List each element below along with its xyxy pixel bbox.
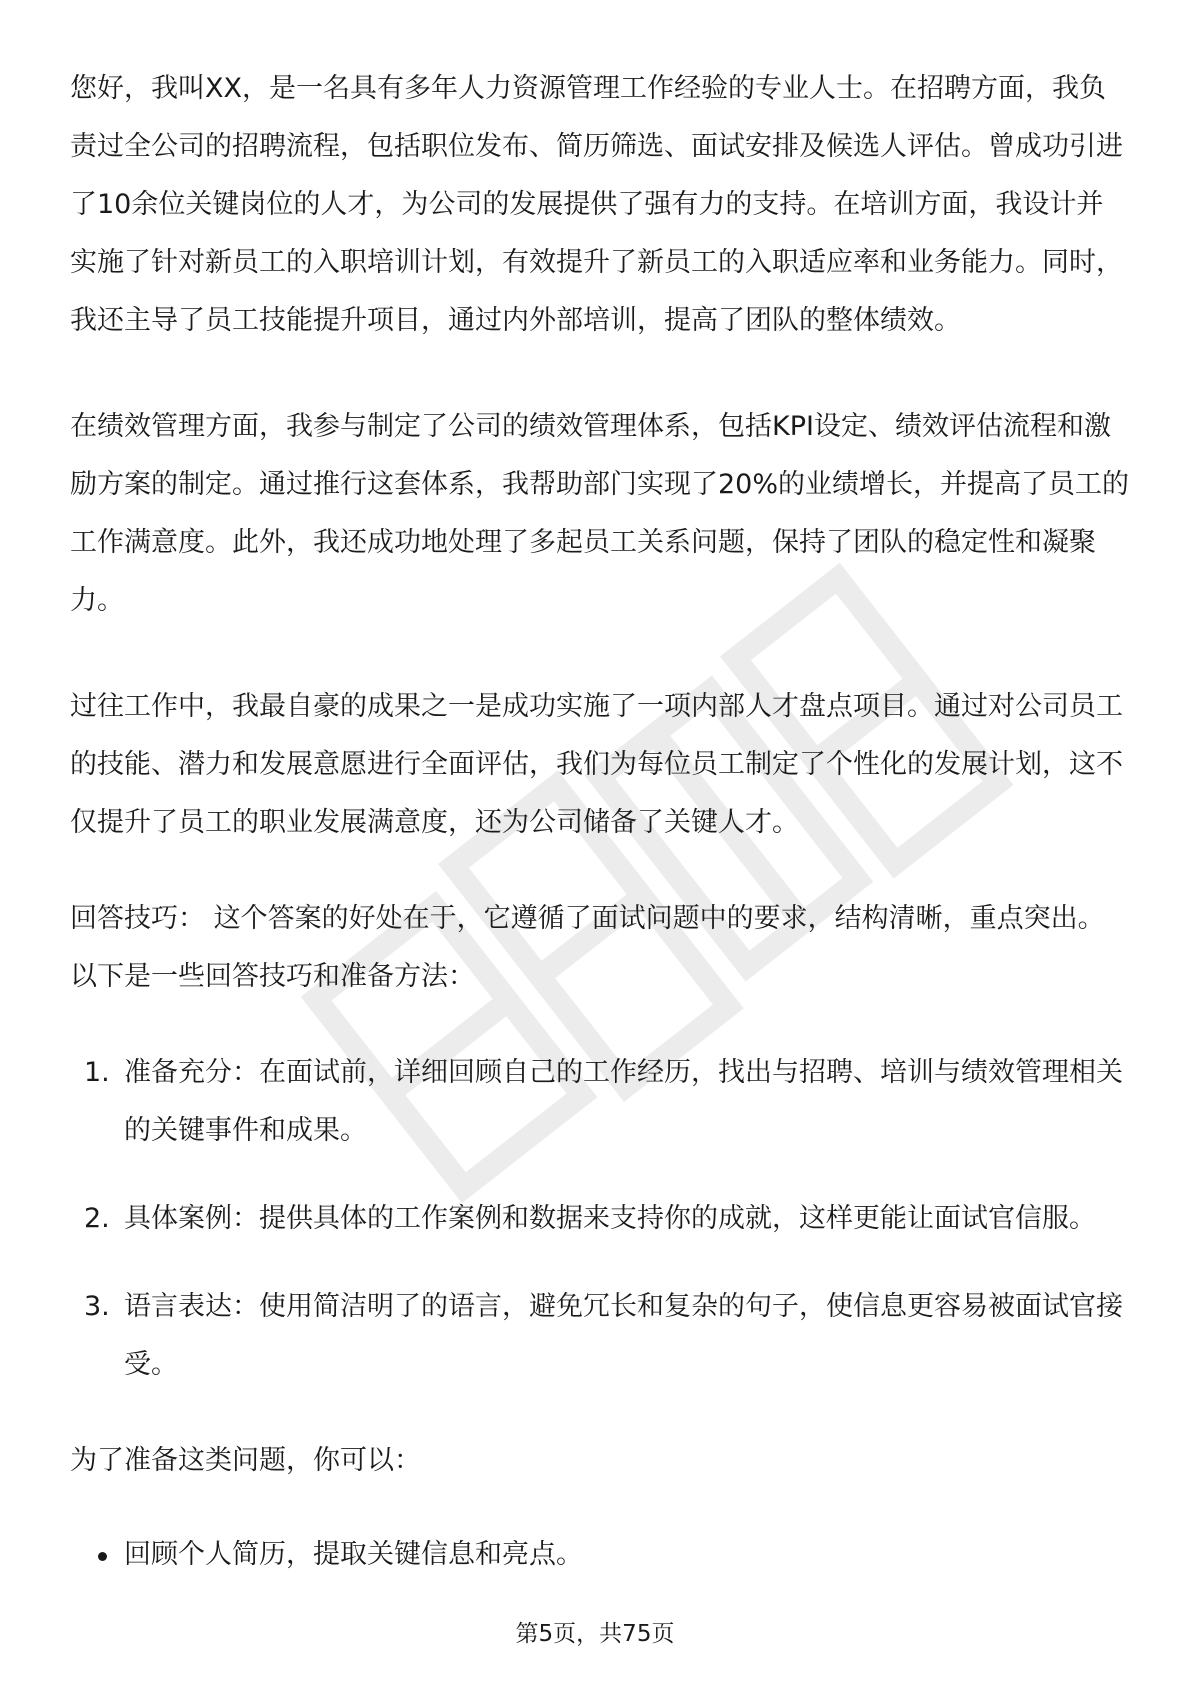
- list-number: 2.: [84, 1203, 110, 1234]
- paragraph-achievement: 过往工作中，我最自豪的成果之一是成功实施了一项内部人才盘点项目。通过对公司员工的技能、潜力和发展意愿进行全面评估，我们为每位员工制定了个性化的发展计划，这不仅提升了员工的职业发展满意度，还为公司储备了关键人才。: [70, 691, 1123, 838]
- list-item-text: 具体案例：提供具体的工作案例和数据来支持你的成就，这样更能让面试官信服。: [124, 1203, 1096, 1234]
- paragraph-tips-intro: 回答技巧： 这个答案的好处在于，它遵循了面试问题中的要求，结构清晰，重点突出。以下是一些回答技巧和准备方法：: [70, 903, 1105, 992]
- list-number: 3.: [84, 1291, 110, 1322]
- list-item-text: 准备充分：在面试前，详细回顾自己的工作经历，找出与招聘、培训与绩效管理相关的关键事件和成果。: [124, 1057, 1123, 1146]
- list-number: 1.: [84, 1057, 110, 1088]
- list-item: [70, 1190, 1130, 1248]
- prep-list: [70, 1526, 1130, 1584]
- list-item-text: 回顾个人简历，提取关键信息和亮点。: [124, 1539, 583, 1570]
- paragraph-intro: 您好，我叫XX，是一名具有多年人力资源管理工作经验的专业人士。在招聘方面，我负责过全公司的招聘流程，包括职位发布、简历筛选、面试安排及候选人评估。曾成功引进了10余位关键岗位的人才，为公司的发展提供了强有力的支持。在培训方面，我设计并实施了针对新员工的入职培训计划，有效提升了新员工的入职适应率和业务能力。同时，我还主导了员工技能提升项目，通过内外部培训，提高了团队的整体绩效。: [70, 73, 1123, 336]
- document-body: [70, 60, 1130, 1584]
- paragraph-prep-intro: 为了准备这类问题，你可以：: [70, 1445, 421, 1476]
- tips-list: [70, 1044, 1130, 1394]
- list-item-text: 语言表达：使用简洁明了的语言，避免冗长和复杂的句子，使信息更容易被面试官接受。: [124, 1291, 1123, 1380]
- bullet-icon: [98, 1552, 107, 1561]
- list-item: [70, 1044, 1130, 1160]
- paragraph-performance: 在绩效管理方面，我参与制定了公司的绩效管理体系，包括KPI设定、绩效评估流程和激励方案的制定。通过推行这套体系，我帮助部门实现了20%的业绩增长，并提高了员工的工作满意度。此外，我还成功地处理了多起员工关系问题，保持了团队的稳定性和凝聚力。: [70, 411, 1130, 616]
- list-item: [70, 1526, 1130, 1584]
- page-number: 第5页，共75页: [515, 1621, 675, 1647]
- list-item: [70, 1278, 1130, 1394]
